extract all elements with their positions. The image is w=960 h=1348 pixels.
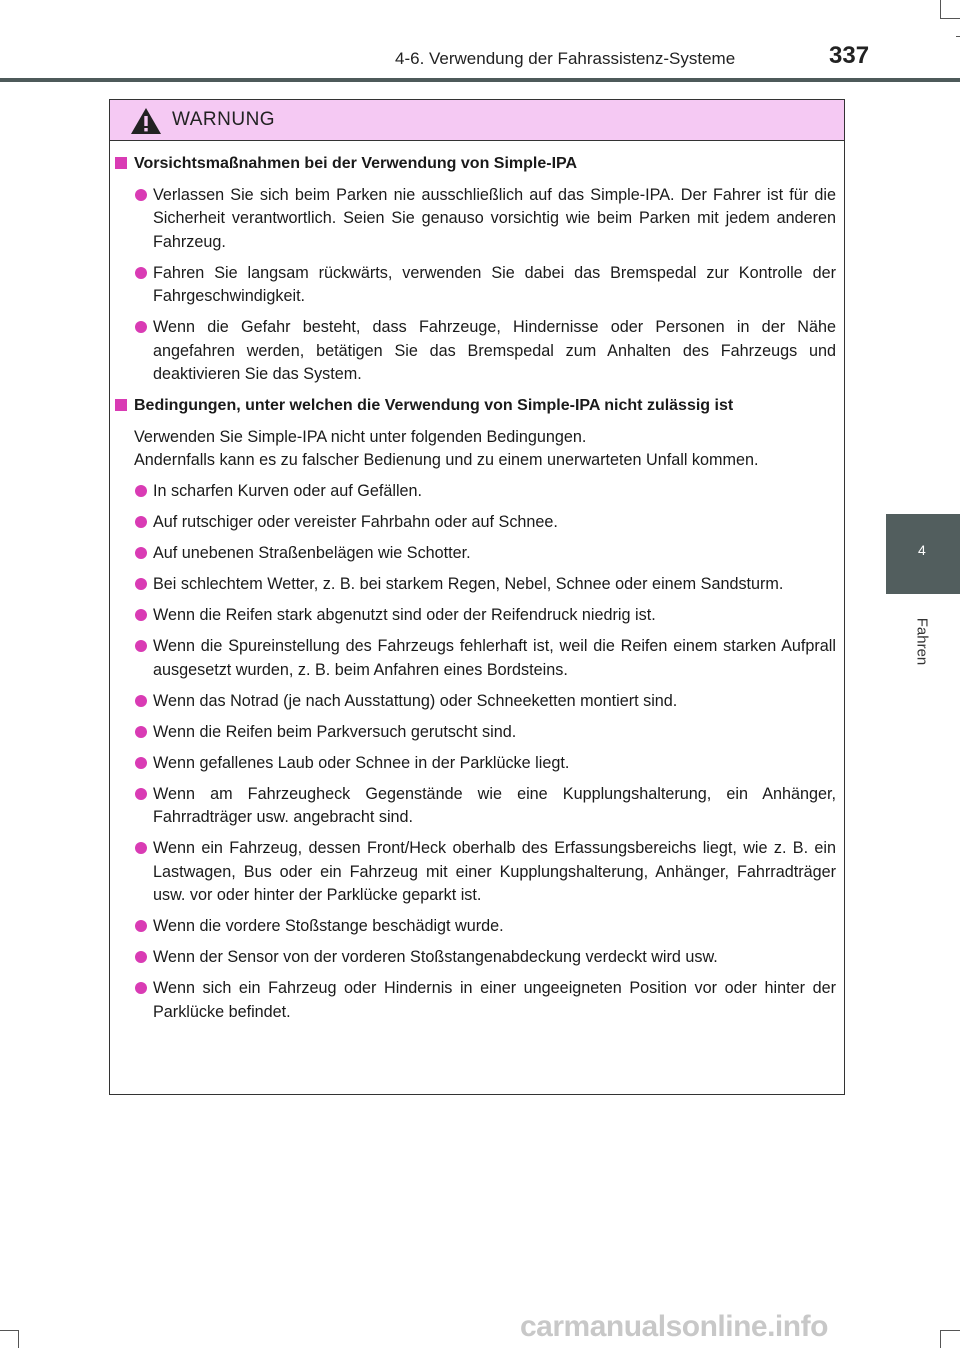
list-item-text: Auf unebenen Straßenbelägen wie Schotter. (153, 544, 471, 562)
list-item-text: Auf rutschiger oder vereister Fahrbahn oder auf Schnee. (153, 513, 558, 531)
list-item-text: Wenn die Spureinstellung des Fahrzeugs fehlerhaft ist, weil die Reifen einem starken Aufprall ausgesetzt wurden, z. B. beim Anfahren eines Bordsteins. (153, 637, 836, 679)
list-item (110, 511, 836, 535)
circle-bullet-icon (135, 267, 147, 279)
list-item-text: Wenn am Fahrzeugheck Gegenstände wie eine Kupplungshalterung, ein Anhänger, Fahrradträger usw. angebracht sind. (153, 784, 836, 826)
list-item-text: Fahren Sie langsam rückwärts, verwenden Sie dabei das Bremspedal zur Kontrolle der Fahrgeschwindigkeit. (153, 263, 836, 305)
circle-bullet-icon (135, 842, 147, 854)
section-label: 4-6. Verwendung der Fahrassistenz-Systeme (395, 49, 736, 68)
circle-bullet-icon (135, 321, 147, 333)
crop-mark (940, 0, 941, 18)
warning-title: WARNUNG (172, 109, 276, 130)
list-item (110, 837, 836, 908)
circle-bullet-icon (135, 640, 147, 652)
list-item (110, 946, 836, 970)
list-item (110, 721, 836, 745)
intro-line: Andernfalls kann es zu falscher Bedienung und zu einem unerwarteten Unfall kommen. (134, 451, 759, 469)
circle-bullet-icon (135, 982, 147, 994)
list-item-text: Wenn die Reifen beim Parkversuch gerutscht sind. (153, 722, 517, 741)
crop-mark (940, 1330, 960, 1331)
section-heading (110, 394, 836, 418)
page-number: 337 (829, 42, 870, 69)
list-item (110, 752, 836, 776)
list-item (110, 604, 836, 628)
list-item-text: Wenn das Notrad (je nach Ausstattung) oder Schneeketten montiert sind. (153, 691, 678, 710)
warning-box (109, 99, 845, 1095)
circle-bullet-icon (135, 189, 147, 201)
circle-bullet-icon (135, 920, 147, 932)
list-item-text: Wenn sich ein Fahrzeug oder Hindernis in einer ungeeigneten Position vor oder hinter der Parklücke befindet. (153, 979, 836, 1021)
circle-bullet-icon (135, 757, 147, 769)
section-heading-text: Vorsichtsmaßnahmen bei der Verwendung von Simple-IPA (134, 155, 578, 172)
chapter-label: Fahren (913, 617, 931, 666)
list-item-text: Wenn die vordere Stoßstange beschädigt wurde. (153, 917, 504, 935)
list-item (110, 635, 836, 682)
circle-bullet-icon (135, 516, 147, 528)
list-item-text: Wenn gefallenes Laub oder Schnee in der Parklücke liegt. (153, 753, 570, 772)
list-item (110, 262, 836, 309)
square-bullet-icon (115, 399, 127, 411)
list-item (110, 542, 836, 566)
section-heading (110, 152, 836, 176)
warning-header (110, 100, 844, 141)
list-item (110, 573, 836, 597)
list-item (110, 783, 836, 830)
intro-line: Verwenden Sie Simple-IPA nicht unter folgenden Bedingungen. (134, 427, 587, 446)
list-item (110, 915, 836, 939)
list-item (110, 184, 836, 255)
crop-mark (0, 1330, 18, 1331)
circle-bullet-icon (135, 695, 147, 707)
chapter-tab (886, 514, 960, 594)
list-item (110, 480, 836, 504)
circle-bullet-icon (135, 609, 147, 621)
list-item-text: Bei schlechtem Wetter, z. B. bei starkem Regen, Nebel, Schnee oder einem Sandsturm. (153, 575, 784, 593)
list-item-text: In scharfen Kurven oder auf Gefällen. (153, 482, 423, 500)
section-intro (110, 426, 836, 473)
list-item (110, 977, 836, 1024)
crop-mark (940, 18, 960, 19)
warning-content (110, 152, 844, 1032)
circle-bullet-icon (135, 788, 147, 800)
chapter-number: 4 (918, 542, 926, 558)
list-item (110, 690, 836, 714)
list-item-text: Wenn ein Fahrzeug, dessen Front/Heck oberhalb des Erfassungsbereichs liegt, wie z. B. ein Lastwagen, Bus oder ein Fahrzeug mit einer Kupplungshalterung, Anhänger, Fahrradträger usw. vor oder hinter der Parklücke geparkt ist. (153, 839, 836, 904)
circle-bullet-icon (135, 485, 147, 497)
circle-bullet-icon (135, 547, 147, 559)
crop-mark (940, 1330, 941, 1348)
circle-bullet-icon (135, 726, 147, 738)
list-item (110, 316, 836, 387)
circle-bullet-icon (135, 578, 147, 590)
warning-triangle-icon (130, 107, 162, 135)
crop-mark (956, 36, 960, 37)
circle-bullet-icon (135, 951, 147, 963)
crop-mark (18, 1330, 19, 1348)
square-bullet-icon (115, 157, 127, 169)
list-item-text: Verlassen Sie sich beim Parken nie ausschließlich auf das Simple-IPA. Der Fahrer ist für die Sicherheit verantwortlich. Seien Sie genauso vorsichtig wie beim Parken mit jedem anderen Fahrzeug. (153, 185, 836, 251)
list-item-text: Wenn der Sensor von der vorderen Stoßstangenabdeckung verdeckt wird usw. (153, 948, 718, 966)
header-rule (0, 78, 960, 82)
list-item-text: Wenn die Reifen stark abgenutzt sind oder der Reifendruck niedrig ist. (153, 606, 656, 624)
footer-watermark: carmanualsonline.info (520, 1310, 828, 1343)
section-heading-text: Bedingungen, unter welchen die Verwendung von Simple-IPA nicht zulässig ist (134, 397, 734, 414)
list-item-text: Wenn die Gefahr besteht, dass Fahrzeuge, Hindernisse oder Personen in der Nähe angefahren werden, betätigen Sie das Bremspedal zum Anhalten des Fahrzeugs und deaktivieren Sie das System. (153, 318, 836, 383)
